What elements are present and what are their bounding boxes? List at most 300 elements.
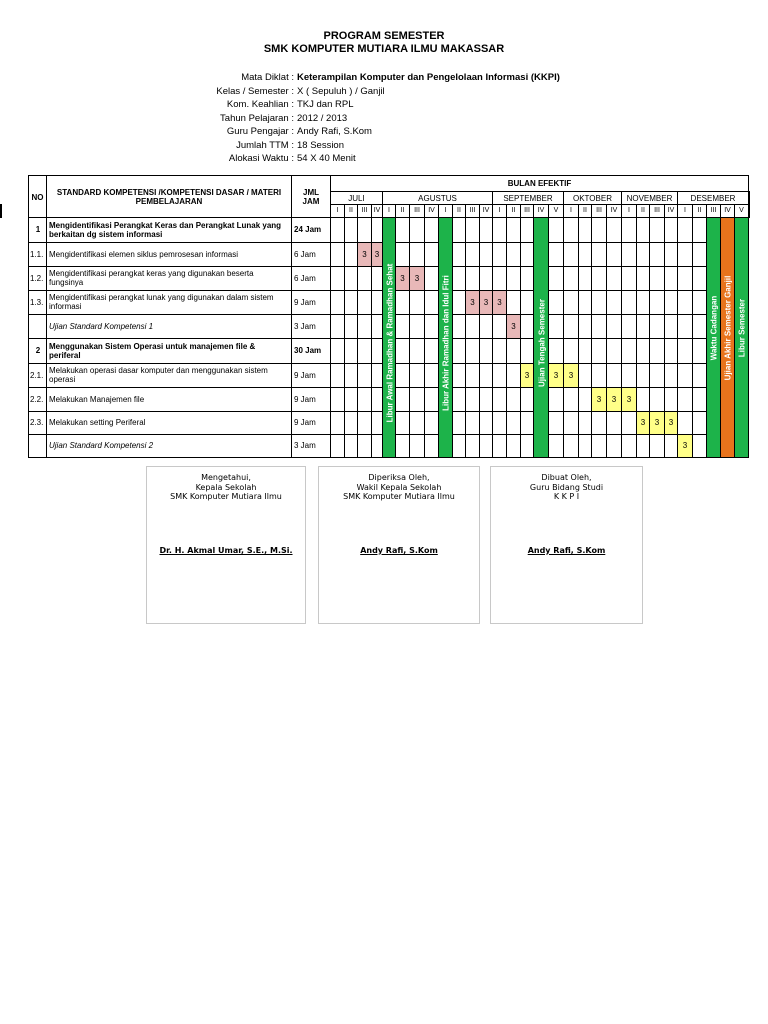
- week-header: [0, 204, 2, 218]
- week-label: III: [361, 207, 368, 214]
- week-header: [548, 204, 564, 218]
- schedule-cell: [692, 338, 707, 364]
- schedule-cell: [506, 363, 521, 388]
- schedule-mark: [591, 387, 607, 412]
- week-label: III: [654, 207, 660, 214]
- schedule-cell: [664, 387, 678, 412]
- row-no-text: 2: [35, 346, 41, 355]
- schedule-cell: [692, 434, 707, 458]
- schedule-mark: [506, 314, 521, 339]
- schedule-cell: [677, 363, 693, 388]
- schedule-cell: [578, 266, 592, 291]
- week-header: [563, 204, 579, 218]
- schedule-mark: [649, 411, 665, 435]
- row-no: [28, 217, 47, 243]
- signature-name: Andy Rafi, S.Kom: [527, 546, 606, 555]
- week-header: [492, 204, 507, 218]
- schedule-cell: [606, 411, 622, 435]
- schedule-cell: [465, 411, 480, 435]
- schedule-cell: [649, 242, 665, 267]
- schedule-cell: [563, 290, 579, 315]
- schedule-mark: [606, 387, 622, 412]
- schedule-cell: [479, 242, 493, 267]
- schedule-cell: [520, 242, 534, 267]
- schedule-cell: [649, 338, 665, 364]
- week-label: II: [641, 207, 645, 214]
- schedule-cell: [506, 411, 521, 435]
- schedule-cell: [452, 387, 466, 412]
- schedule-cell: [452, 266, 466, 291]
- row-jam-text: 3 Jam: [294, 321, 316, 331]
- schedule-mark-value: 3: [362, 249, 367, 259]
- schedule-cell: [520, 314, 534, 339]
- row-description: [46, 338, 292, 364]
- schedule-cell: [452, 434, 466, 458]
- schedule-cell: [395, 242, 410, 267]
- week-label: IV: [667, 207, 675, 214]
- schedule-cell: [424, 363, 439, 388]
- band-column: [706, 217, 721, 458]
- schedule-cell: [692, 217, 707, 243]
- schedule-cell: [492, 338, 507, 364]
- schedule-mark-value: 3: [568, 370, 574, 380]
- schedule-cell: [664, 290, 678, 315]
- schedule-mark-value: 3: [668, 418, 674, 427]
- row-no-text: 1.2.: [30, 273, 44, 283]
- info-label: Alokasi Waktu :: [228, 153, 294, 164]
- schedule-cell: [578, 217, 592, 243]
- info-value: 54 X 40 Menit: [297, 153, 356, 164]
- info-row-guru: [0, 126, 768, 140]
- schedule-cell: [636, 266, 650, 291]
- schedule-cell: [424, 314, 439, 339]
- schedule-cell: [492, 314, 507, 339]
- row-no: [28, 242, 47, 267]
- schedule-cell: [591, 411, 607, 435]
- row-description: [46, 290, 292, 315]
- schedule-mark-value: 3: [374, 249, 380, 259]
- week-label: II: [697, 207, 702, 214]
- week-header: [692, 204, 707, 218]
- schedule-mark-value: 3: [596, 394, 602, 404]
- row-jam: [291, 363, 331, 388]
- schedule-cell: [344, 338, 358, 364]
- row-description: [46, 363, 292, 388]
- schedule-cell: [636, 290, 650, 315]
- month-label: NOVEMBER: [626, 194, 673, 203]
- info-label: Guru Pengajar :: [226, 126, 294, 137]
- schedule-cell: [692, 290, 707, 315]
- signature-divider: [146, 623, 306, 624]
- schedule-mark: [395, 266, 410, 291]
- signature-block-wakil-kepala: [318, 466, 480, 624]
- schedule-mark: [492, 290, 507, 315]
- schedule-cell: [344, 217, 358, 243]
- schedule-cell: [520, 434, 534, 458]
- header-bulan-efektif: [330, 175, 749, 192]
- info-label: Jumlah TTM :: [236, 139, 294, 151]
- schedule-cell: [692, 266, 707, 291]
- info-label: Kom. Keahlian :: [226, 99, 294, 110]
- schedule-cell: [479, 266, 493, 291]
- band-label: Libur Akhir Ramadhan dan Idul Fitri: [441, 275, 451, 411]
- row-description-text: Melakukan operasi dasar komputer dan menggunakan sistem operasi: [49, 366, 268, 384]
- schedule-cell: [409, 434, 425, 458]
- week-label: III: [710, 207, 717, 214]
- week-label: I: [628, 207, 630, 214]
- week-header: [734, 204, 749, 218]
- schedule-cell: [664, 314, 678, 339]
- week-label: IV: [537, 207, 545, 214]
- schedule-cell: [409, 242, 425, 267]
- schedule-cell: [424, 290, 439, 315]
- schedule-cell: [452, 217, 466, 243]
- schedule-cell: [563, 266, 579, 291]
- schedule-cell: [649, 434, 665, 458]
- schedule-cell: [492, 387, 507, 412]
- week-header: [357, 204, 372, 218]
- signature-line: Wakil Kepala Sekolah: [356, 482, 442, 492]
- schedule-mark-value: 3: [414, 273, 420, 283]
- info-label: Kelas / Semester :: [216, 85, 294, 97]
- schedule-cell: [409, 387, 425, 412]
- row-jam: [291, 290, 331, 315]
- schedule-cell: [606, 242, 622, 267]
- schedule-cell: [409, 314, 425, 339]
- row-jam: [291, 434, 331, 458]
- signature-line: Mengetahui,: [201, 473, 251, 482]
- schedule-cell: [548, 411, 564, 435]
- row-description: [46, 434, 292, 458]
- row-description-text: Mengidentifikasi elemen siklus pemrosesan informasi: [49, 249, 238, 259]
- month-agustus: [382, 191, 493, 205]
- schedule-cell: [548, 266, 564, 291]
- schedule-cell: [424, 266, 439, 291]
- schedule-cell: [520, 217, 534, 243]
- schedule-cell: [479, 434, 493, 458]
- schedule-cell: [479, 363, 493, 388]
- schedule-cell: [649, 217, 665, 243]
- schedule-cell: [330, 266, 345, 291]
- schedule-cell: [344, 314, 358, 339]
- schedule-cell: [344, 434, 358, 458]
- schedule-cell: [395, 411, 410, 435]
- row-description: [46, 266, 292, 291]
- week-label: V: [553, 207, 559, 214]
- schedule-cell: [606, 434, 622, 458]
- schedule-mark: [371, 242, 383, 267]
- schedule-cell: [330, 314, 345, 339]
- band-label: Waktu Cadangan: [709, 295, 719, 361]
- week-label: II: [511, 207, 516, 214]
- schedule-cell: [563, 314, 579, 339]
- schedule-cell: [636, 363, 650, 388]
- schedule-cell: [606, 217, 622, 243]
- row-jam-text: 6 Jam: [294, 273, 316, 283]
- schedule-cell: [465, 266, 480, 291]
- info-row-mata-diklat: [0, 72, 768, 86]
- schedule-cell: [506, 290, 521, 315]
- row-jam-text: 30 Jam: [294, 346, 322, 355]
- week-header: [649, 204, 665, 218]
- schedule-cell: [563, 338, 579, 364]
- schedule-cell: [357, 387, 372, 412]
- week-label: I: [498, 207, 501, 214]
- schedule-mark: [357, 242, 372, 267]
- schedule-cell: [578, 434, 592, 458]
- row-no: [28, 338, 47, 364]
- schedule-cell: [621, 338, 637, 364]
- schedule-cell: [465, 338, 480, 364]
- row-jam-text: 9 Jam: [294, 418, 316, 427]
- schedule-cell: [578, 411, 592, 435]
- week-header: [748, 204, 750, 218]
- schedule-cell: [606, 363, 622, 388]
- row-jam: [291, 338, 331, 364]
- schedule-mark: [621, 387, 637, 412]
- schedule-cell: [677, 290, 693, 315]
- week-label: II: [457, 207, 461, 214]
- signature-divider: [318, 623, 480, 624]
- month-label: JULI: [348, 194, 365, 203]
- schedule-cell: [465, 314, 480, 339]
- schedule-mark: [479, 290, 493, 315]
- schedule-cell: [578, 314, 592, 339]
- schedule-mark-value: 3: [483, 297, 489, 307]
- week-label: IV: [610, 207, 618, 214]
- header-bulan-label: BULAN EFEKTIF: [507, 179, 572, 188]
- schedule-cell: [395, 387, 410, 412]
- schedule-cell: [621, 242, 637, 267]
- header-jml-jam: [291, 175, 331, 218]
- schedule-cell: [357, 434, 372, 458]
- schedule-cell: [563, 434, 579, 458]
- schedule-cell: [357, 290, 372, 315]
- header-standard-kompetensi: [46, 175, 292, 218]
- schedule-cell: [591, 314, 607, 339]
- schedule-cell: [578, 242, 592, 267]
- schedule-cell: [424, 387, 439, 412]
- schedule-cell: [344, 411, 358, 435]
- schedule-cell: [664, 338, 678, 364]
- schedule-cell: [591, 266, 607, 291]
- row-jam-text: 3 Jam: [294, 441, 316, 450]
- week-header: [520, 204, 534, 218]
- row-no-text: 2.2.: [30, 394, 44, 404]
- schedule-cell: [621, 434, 637, 458]
- schedule-cell: [606, 266, 622, 291]
- schedule-cell: [692, 387, 707, 412]
- schedule-cell: [330, 217, 345, 243]
- schedule-cell: [591, 217, 607, 243]
- week-header: [677, 204, 693, 218]
- row-no: [28, 314, 47, 339]
- schedule-cell: [649, 314, 665, 339]
- schedule-mark-value: 3: [626, 394, 632, 404]
- row-description: [46, 217, 292, 243]
- schedule-cell: [548, 387, 564, 412]
- schedule-cell: [395, 363, 410, 388]
- week-header: [479, 204, 493, 218]
- row-no-text: 2.1.: [30, 370, 44, 380]
- schedule-cell: [677, 217, 693, 243]
- schedule-cell: [563, 411, 579, 435]
- schedule-cell: [357, 217, 372, 243]
- schedule-cell: [692, 314, 707, 339]
- signature-line: SMK Komputer Mutiara Ilmu: [170, 492, 282, 501]
- row-no: [28, 387, 47, 412]
- signature-line: Dibuat Oleh,: [541, 473, 592, 482]
- week-label: IV: [482, 207, 490, 214]
- week-header: [506, 204, 521, 218]
- schedule-cell: [452, 242, 466, 267]
- schedule-mark-value: 3: [511, 321, 516, 331]
- schedule-cell: [649, 290, 665, 315]
- info-value: Keterampilan Komputer dan Pengelolaan Informasi (KKPI): [297, 72, 560, 83]
- schedule-cell: [578, 363, 592, 388]
- week-header: [424, 204, 439, 218]
- week-header: [720, 204, 735, 218]
- schedule-cell: [636, 314, 650, 339]
- month-juli: [330, 191, 383, 205]
- row-jam-text: 9 Jam: [294, 370, 316, 380]
- schedule-cell: [330, 387, 345, 412]
- schedule-cell: [548, 314, 564, 339]
- schedule-cell: [692, 242, 707, 267]
- row-no: [28, 434, 47, 458]
- row-no: [28, 290, 47, 315]
- band-label: Libur Awal Ramadhan & Ramadhan Sehat: [385, 263, 394, 423]
- week-header: [636, 204, 650, 218]
- band-column: [734, 217, 749, 458]
- week-header: [664, 204, 678, 218]
- month-label: DESEMBER: [690, 194, 736, 203]
- week-label: I: [684, 207, 686, 214]
- schedule-cell: [506, 434, 521, 458]
- month-label: AGUSTUS: [418, 194, 457, 203]
- schedule-cell: [621, 411, 637, 435]
- week-header: [438, 204, 453, 218]
- schedule-cell: [606, 314, 622, 339]
- schedule-cell: [506, 338, 521, 364]
- row-description-text: Mengidentifikasi perangkat lunak yang digunakan dalam sistem informasi: [49, 293, 274, 311]
- schedule-cell: [692, 363, 707, 388]
- schedule-cell: [664, 217, 678, 243]
- schedule-cell: [578, 290, 592, 315]
- schedule-cell: [606, 290, 622, 315]
- schedule-mark-value: 3: [497, 297, 502, 307]
- month-desember: [677, 191, 749, 205]
- schedule-cell: [479, 387, 493, 412]
- row-jam: [291, 387, 331, 412]
- schedule-mark-value: 3: [553, 370, 559, 380]
- schedule-cell: [649, 363, 665, 388]
- schedule-cell: [395, 434, 410, 458]
- schedule-cell: [465, 363, 480, 388]
- schedule-cell: [677, 314, 693, 339]
- signature-block-guru: [490, 466, 643, 624]
- schedule-mark: [677, 434, 693, 458]
- signature-name: Dr. H. Akmal Umar, S.E., M.Si.: [159, 546, 293, 555]
- row-jam: [291, 411, 331, 435]
- schedule-mark: [520, 363, 534, 388]
- schedule-cell: [452, 338, 466, 364]
- schedule-cell: [395, 217, 410, 243]
- band-label: Ujian Akhir Semester Ganjil: [723, 275, 733, 381]
- row-description-text: Ujian Standard Kompetensi 2: [49, 441, 154, 450]
- info-row-tahun: [0, 113, 768, 127]
- schedule-cell: [465, 387, 480, 412]
- schedule-cell: [520, 338, 534, 364]
- schedule-cell: [506, 217, 521, 243]
- schedule-cell: [424, 217, 439, 243]
- schedule-cell: [452, 314, 466, 339]
- row-jam: [291, 266, 331, 291]
- week-header: [591, 204, 607, 218]
- row-description: [46, 411, 292, 435]
- row-description: [46, 242, 292, 267]
- schedule-cell: [621, 314, 637, 339]
- month-label: SEPTEMBER: [503, 194, 553, 203]
- schedule-cell: [479, 411, 493, 435]
- week-header: [344, 204, 358, 218]
- week-label: I: [388, 207, 390, 214]
- header-jam-label: JML JAM: [302, 188, 320, 206]
- schedule-cell: [409, 290, 425, 315]
- schedule-cell: [465, 434, 480, 458]
- schedule-cell: [395, 338, 410, 364]
- schedule-cell: [344, 363, 358, 388]
- month-oktober: [563, 191, 622, 205]
- row-no-text: 2.3.: [30, 418, 44, 427]
- schedule-mark-value: 3: [611, 394, 617, 404]
- schedule-cell: [424, 338, 439, 364]
- schedule-cell: [492, 217, 507, 243]
- week-label: II: [349, 207, 353, 214]
- schedule-cell: [677, 411, 693, 435]
- schedule-cell: [357, 411, 372, 435]
- schedule-cell: [578, 338, 592, 364]
- schedule-mark-value: 3: [470, 297, 475, 307]
- week-label: II: [583, 207, 587, 214]
- schedule-cell: [563, 217, 579, 243]
- band-column: [438, 217, 453, 458]
- schedule-cell: [492, 411, 507, 435]
- row-jam-text: 6 Jam: [294, 249, 316, 259]
- schedule-cell: [591, 338, 607, 364]
- schedule-cell: [479, 314, 493, 339]
- schedule-cell: [424, 242, 439, 267]
- row-description: [46, 387, 292, 412]
- week-label: III: [524, 207, 530, 214]
- schedule-cell: [520, 411, 534, 435]
- schedule-cell: [492, 434, 507, 458]
- info-value: X ( Sepuluh ) / Ganjil: [297, 85, 385, 97]
- band-column: [382, 217, 396, 458]
- row-no: [28, 363, 47, 388]
- schedule-cell: [330, 242, 345, 267]
- month-jan: [748, 191, 750, 205]
- schedule-cell: [548, 290, 564, 315]
- row-description-text: Menggunakan Sistem Operasi untuk manajemen file & periferal: [49, 341, 256, 360]
- row-description-text: Mengidentifikasi perangkat keras yang digunakan beserta fungsinya: [49, 269, 254, 287]
- schedule-cell: [621, 266, 637, 291]
- schedule-cell: [330, 338, 345, 364]
- schedule-cell: [409, 338, 425, 364]
- schedule-cell: [548, 338, 564, 364]
- week-header: [533, 204, 549, 218]
- row-no-text: 1.1.: [30, 249, 44, 259]
